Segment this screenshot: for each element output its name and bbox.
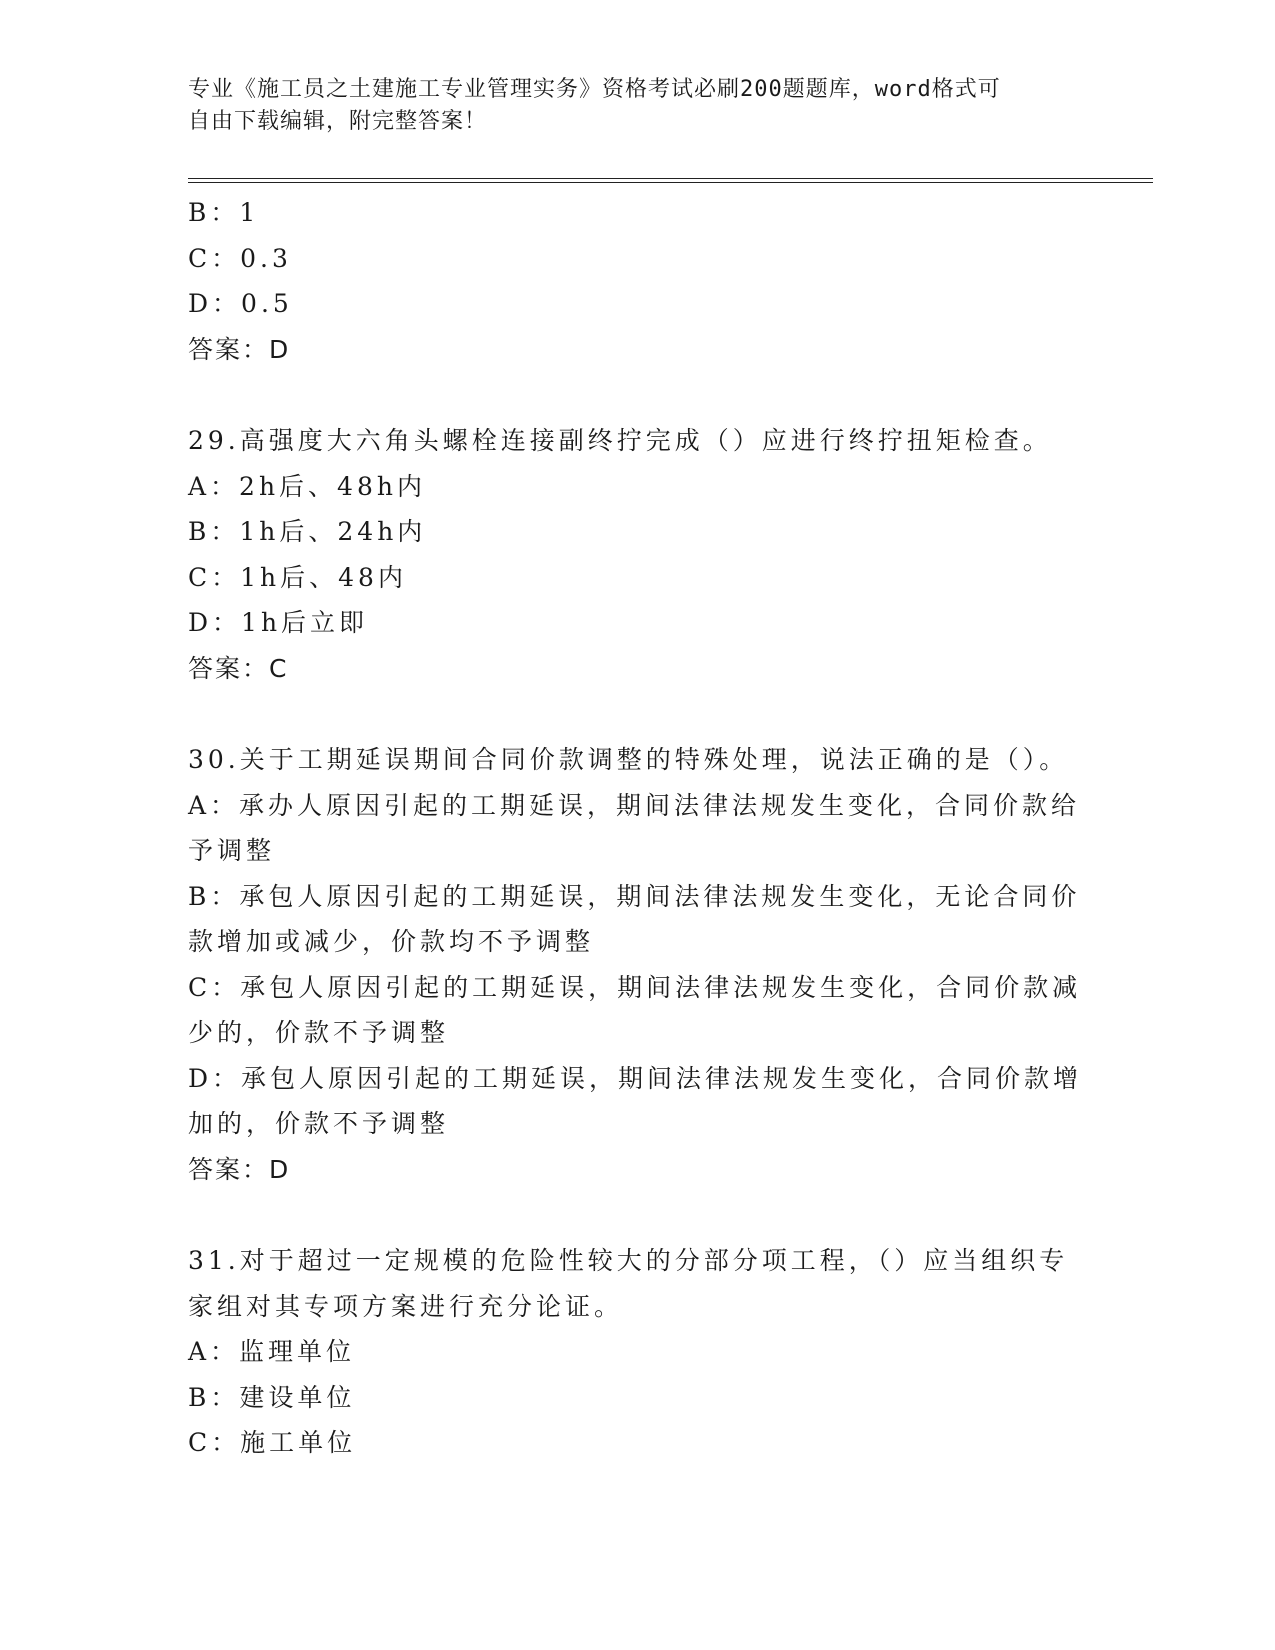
question-text-line: A：监理单位 [188, 1337, 356, 1366]
question-text-line: C：承包人原因引起的工期延误，期间法律法规发生变化，合同价款减 [188, 972, 1082, 1002]
question-text-line: 款增加或减少，价款均不予调整 [188, 927, 595, 956]
question-text-line: D：1h后立即 [188, 608, 369, 637]
question-text-line: C：施工单位 [188, 1428, 357, 1457]
question-text-line: B：承包人原因引起的工期延误，期间法律法规发生变化，无论合同价 [188, 881, 1081, 911]
question-text-line: 加的，价款不予调整 [188, 1109, 450, 1138]
answer-line: 答案：C [188, 653, 289, 683]
question-text-line: 31.对于超过一定规模的危险性较大的分部分项工程，（）应当组织专 [188, 1246, 1069, 1275]
question-text-line: 少的，价款不予调整 [188, 1018, 450, 1047]
question-text-line: C：1h后、48内 [188, 562, 407, 592]
question-text-line: 予调整 [188, 836, 276, 865]
question-content [188, 190, 1088, 1466]
question-text-line: C：0.3 [188, 243, 292, 273]
answer-line: 答案：D [188, 1154, 291, 1184]
header-title-line-2: 自由下载编辑，附完整答案！ [188, 109, 488, 134]
page-header [188, 74, 1088, 138]
header-divider-bottom [188, 182, 1153, 183]
question-text-line: B：建设单位 [188, 1382, 356, 1412]
answer-line: 答案：D [188, 334, 291, 364]
question-spacer [188, 372, 1088, 418]
question-text-line: A：承办人原因引起的工期延误，期间法律法规发生变化，合同价款给 [188, 790, 1081, 820]
question-text-line: 30.关于工期延误期间合同价款调整的特殊处理，说法正确的是（）。 [188, 745, 1069, 774]
question-text-line: D：0.5 [188, 289, 293, 318]
question-text-line: B：1 [188, 198, 260, 227]
question-spacer [188, 691, 1088, 737]
question-spacer [188, 1192, 1088, 1238]
question-text-line: 29.高强度大六角头螺栓连接副终拧完成（）应进行终拧扭矩检查。 [188, 426, 1052, 455]
question-text-line: 家组对其专项方案进行充分论证。 [188, 1291, 624, 1321]
question-text-line: A：2h后、48h内 [188, 471, 426, 501]
header-title-line-1: 专业《施工员之土建施工专业管理实务》资格考试必刷200题题库，word格式可 [188, 77, 1001, 102]
question-text-line: B：1h后、24h内 [188, 517, 427, 546]
header-divider-top [188, 178, 1153, 179]
question-text-line: D：承包人原因引起的工期延误，期间法律法规发生变化，合同价款增 [188, 1063, 1083, 1093]
